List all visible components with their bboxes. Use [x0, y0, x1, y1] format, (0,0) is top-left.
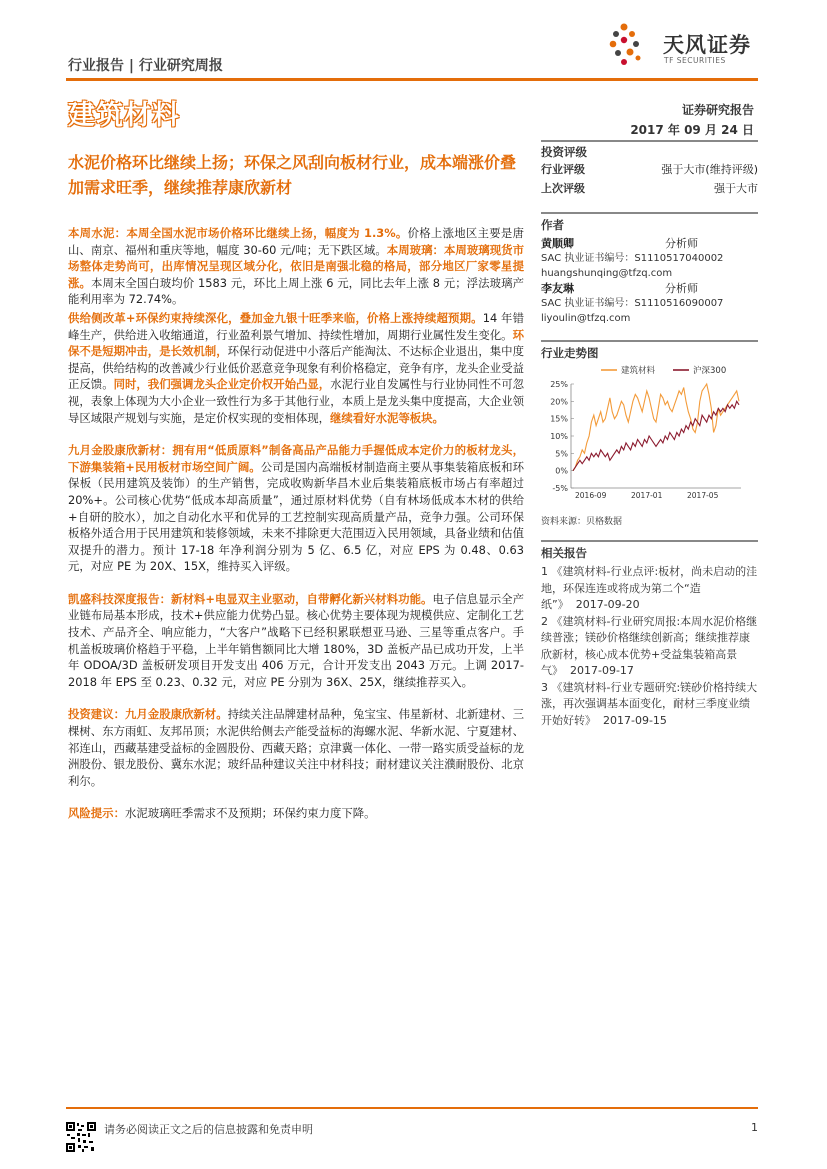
author-sac: SAC 执业证书编号：S1110517040002: [541, 253, 724, 264]
logo-subtext: TF SECURITIES: [664, 56, 726, 65]
series-line-csi300: [573, 401, 739, 470]
section-lead: 环保不是短期冲击，是长效机制，: [68, 327, 524, 359]
author-block: [541, 236, 758, 281]
prev-rating-row: [541, 179, 758, 198]
section-text: 环保行动促进中小落后产能淘汰、不达标企业退出，集中度提高，供给结构的改善减少行业低价恶意竞争现象有利价格稳定，竞争有序，龙头企业受益正反馈。: [68, 344, 524, 392]
y-tick-label: 25%: [550, 380, 568, 389]
section-text: 本周末全国白玻均价 1583 元，环比上周上涨 6 元，同比去年上涨 8 元；浮法玻璃产能利用率为 72.74%。: [68, 275, 524, 307]
section-text: 水泥玻璃旺季需求不及预期；环保约束力度下降。: [124, 806, 376, 821]
related-heading: 相关报告: [541, 540, 758, 562]
author-sac: SAC 执业证书编号：S1110516090007: [541, 298, 724, 309]
section-supply-reform: [68, 310, 524, 426]
series-line-building-materials: [573, 384, 739, 471]
x-tick-label: 2016-09: [575, 491, 607, 500]
report-headline: 水泥价格环比继续上扬；环保之风刮向板材行业，成本端涨价叠加需求旺季，继续推荐康欣新材: [68, 153, 517, 197]
related-panel: [541, 540, 758, 729]
report-type: 证券研究报告: [681, 103, 754, 117]
section-text: 公司是国内高端板材制造商主要从事集装箱底板和环保板（民用建筑及装饰）的生产销售，完成收购新华昌木业后集装箱底板市场占有率超过 20%+。公司核心优势“低成本却高质量”，通过原材料优势（自有林场低成本木材的供给+自研的胶水），加之自动化水平和优异的工艺控制实现高质量产品，竞争力强。公司环保板格外适合用于民用建筑和装修领域，未来不排除更大范围迈入民用领域，具备业绩和估值双提升的潜力。预计 17-18 年净利润分别为 5 亿、6.5 亿，对应 EPS 为 0.48、0.63 元，对应 PE 为 20X、15X，维持买入评级。: [68, 459, 524, 574]
authors-panel: [541, 212, 758, 326]
section-kangxin: [68, 442, 524, 575]
section-text: 价格上涨地区主要是唐山、南京、福州和重庆等地，幅度 30-60 元/吨；无下跌区域。: [68, 226, 524, 257]
y-tick-label: -5%: [552, 484, 568, 493]
logo-text: 天风证券: [663, 33, 751, 57]
prev-rating-value: 强于大市: [714, 182, 758, 195]
section-text: 持续关注品牌建材品种，兔宝宝、伟星新材、北新建材、三棵树、东方雨虹、友邦吊顶；水泥供给侧去产能受益标的海螺水泥、华新水泥、宁夏建材、祁连山，西藏基建受益标的金圆股份、西藏天路；京津冀一体化、一带一路实质受益标的龙洲股份、银龙股份、冀东水泥；玻纤品种建议关注中材科技；耐材建议关注濮耐股份、北京利尔。: [68, 707, 524, 788]
section-lead: 凯盛科技深度报告：新材料+电显双主业驱动，自带孵化新兴材料功能。: [68, 591, 433, 606]
y-tick-label: 0%: [555, 466, 568, 476]
report-date: 2017 年 09 月 24 日: [630, 123, 754, 137]
y-tick-label: 20%: [550, 397, 568, 407]
author-name: 李友琳: [541, 282, 574, 295]
section-kaisheng: [68, 591, 524, 691]
chart-source: 资料来源：贝格数据: [541, 517, 623, 527]
legend-label: 建筑材料: [621, 366, 656, 376]
section-investment-advice: [68, 706, 524, 789]
footer-rule: [66, 1107, 758, 1109]
author-block: [541, 281, 758, 326]
section-lead: 投资建议：九月金股康欣新材。: [68, 707, 228, 722]
report-category: 行业报告 | 行业研究周报: [68, 58, 223, 74]
x-tick-label: 2017-05: [687, 491, 719, 500]
section-lead: 九月金股康欣新材：拥有用“低质原料”制备高品产品能力手握低成本定价力的板材龙头，下游集装箱+民用板材市场空间广阔。: [68, 443, 524, 474]
sector-title: 建筑材料: [68, 100, 180, 131]
industry-rating-value: 强于大市(维持评级): [661, 163, 758, 176]
page-number: 1: [751, 1121, 758, 1134]
footer-disclaimer: 请务必阅读正文之后的信息披露和免责申明: [104, 1123, 313, 1136]
section-lead: 供给侧改革+环保约束持续深化，叠加金九银十旺季来临，价格上涨持续超预期。: [68, 310, 483, 325]
section-cement-glass: [68, 225, 524, 308]
related-item[interactable]: 3 《建筑材料-行业专题研究:镁砂价格持续大涨，再次强调基本面变化，耐材三季度业绩开始好转》 2017-09-15: [541, 680, 758, 727]
section-lead: 本周玻璃：本周玻璃现货市场整体走势尚可，出库情况呈现区域分化，依旧是南强北稳的格局，部分地区厂家零星提涨。: [68, 242, 524, 290]
header-rule: [66, 78, 758, 81]
related-item[interactable]: 2 《建筑材料-行业研究周报:本周水泥价格继续普涨；镁砂价格继续创新高；继续推荐康欣新材，核心成本优势+受益集装箱高景气》 2017-09-17: [541, 614, 758, 677]
y-tick-label: 10%: [550, 432, 568, 441]
prev-rating-label: 上次评级: [541, 182, 585, 195]
author-name: 黄顺卿: [541, 237, 574, 250]
authors-heading: 作者: [541, 212, 758, 234]
trend-panel: [541, 340, 758, 362]
legend-label: 沪深300: [693, 366, 727, 376]
author-role: 分析师: [665, 282, 698, 295]
y-tick-label: 5%: [555, 449, 568, 459]
trend-chart: [541, 360, 758, 512]
rating-panel: [541, 140, 758, 198]
industry-rating-label: 行业评级: [541, 163, 585, 176]
section-text: 水泥行业自发属性与行业协同性不可忽视，表象上体现为大小企业一致性行为多于其他行业，本质上是龙头集中度提高，大企业领导区域限产规划与实施，是定价权实现的变相体现，: [68, 377, 524, 425]
main-content: [68, 225, 524, 822]
qr-code-icon: [66, 1122, 96, 1152]
section-text: 14 年错峰生产，供给进入收缩通道，行业盈利景气增加、持续性增加，周期行业属性发生变化。: [68, 310, 524, 342]
rating-heading: 投资评级: [541, 140, 758, 160]
author-email[interactable]: liyoulin@tfzq.com: [541, 313, 631, 324]
x-tick-label: 2017-01: [631, 491, 663, 500]
y-tick-label: 15%: [550, 414, 568, 424]
author-role: 分析师: [665, 237, 698, 250]
section-lead: 本周水泥：本周全国水泥市场价格环比继续上扬，幅度为 1.3%。: [68, 226, 408, 240]
section-text: 电子信息显示全产业链布局基本形成，技术+供应能力优势凸显。核心优势主要体现为规模供应、定制化工艺技术、产品齐全、响应能力，“大客户”战略下已经积累联想亚马逊、三星等重点客户。手机盖板玻璃价格趋于平稳，上半年销售额同比大增 180%，3D 盖板产品已成功开发，上半年 ODOA/3D 盖板研发项目开发支出 406 万元，合计开发支出 2043 万元。上调 2017-2018 年 EPS 至 0.23、0.32 元，对应 PE 分别为 36X、25X，继续推荐买入。: [68, 591, 524, 689]
author-email[interactable]: huangshunqing@tfzq.com: [541, 268, 673, 279]
trend-heading: 行业走势图: [541, 340, 758, 362]
industry-rating-row: [541, 160, 758, 179]
related-item[interactable]: 1 《建筑材料-行业点评:板材，尚未启动的洼地，环保连连或将成为第二个“造纸”》 2017-09-20: [541, 565, 758, 611]
section-risk: [68, 805, 524, 822]
section-lead: 风险提示：: [68, 806, 125, 821]
section-lead: 继续看好水泥等板块。: [330, 410, 444, 425]
section-lead: 同时，我们强调龙头企业定价权开始凸显，: [113, 377, 331, 392]
